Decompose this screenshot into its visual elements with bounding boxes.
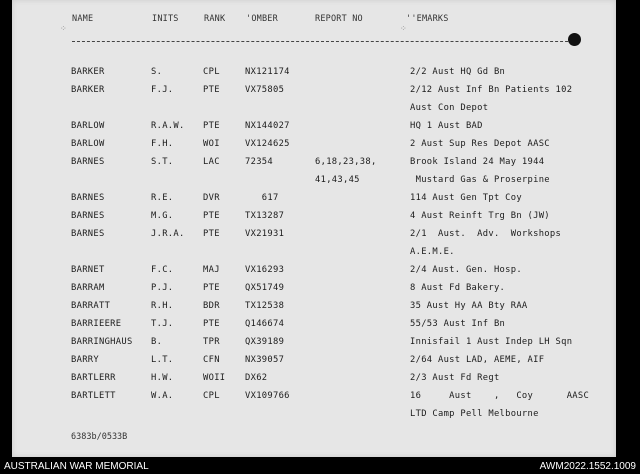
- row-rank: PTE: [203, 85, 220, 95]
- row-remarks: 2/12 Aust Inf Bn Patients 102: [410, 85, 573, 95]
- row-inits: H.W.: [151, 373, 174, 383]
- row-name: BARKER: [71, 85, 105, 95]
- row-remarks: Innisfail 1 Aust Indep LH Sqn: [410, 337, 573, 347]
- row-number: VX124625: [245, 139, 290, 149]
- row-inits: W.A.: [151, 391, 174, 401]
- document-page: [12, 0, 616, 457]
- row-number: VX16293: [245, 265, 285, 275]
- row-remarks: Brook Island 24 May 1944: [410, 157, 545, 167]
- row-remarks: HQ 1 Aust BAD: [410, 121, 483, 131]
- row-name: BARNES: [71, 229, 105, 239]
- row-remarks: 114 Aust Gen Tpt Coy: [410, 193, 522, 203]
- row-number: TX12538: [245, 301, 285, 311]
- header-report: REPORT NO: [315, 14, 363, 24]
- row-report: 41,43,45: [315, 175, 360, 185]
- row-report: 6,18,23,38,: [315, 157, 377, 167]
- row-name: BARTLERR: [71, 373, 116, 383]
- row-inits: M.G.: [151, 211, 174, 221]
- row-inits: F.H.: [151, 139, 174, 149]
- row-number: NX144027: [245, 121, 290, 131]
- row-remarks: 2/2 Aust HQ Gd Bn: [410, 67, 506, 77]
- row-remarks: 8 Aust Fd Bakery.: [410, 283, 506, 293]
- row-rank: CPL: [203, 391, 220, 401]
- row-number: VX21931: [245, 229, 285, 239]
- row-name: BARNES: [71, 157, 105, 167]
- row-remarks: 2/3 Aust Fd Regt: [410, 373, 500, 383]
- punch-hole-dot: [568, 33, 581, 46]
- row-rank: WOI: [203, 139, 220, 149]
- row-inits: T.J.: [151, 319, 174, 329]
- punch-hole-mark-left: ⁘: [60, 24, 67, 33]
- row-rank: LAC: [203, 157, 220, 167]
- row-inits: R.H.: [151, 301, 174, 311]
- row-number: QX39189: [245, 337, 285, 347]
- row-number: DX62: [245, 373, 268, 383]
- row-rank: BDR: [203, 301, 220, 311]
- row-rank: CPL: [203, 67, 220, 77]
- row-remarks: 2 Aust Sup Res Depot AASC: [410, 139, 550, 149]
- row-remarks: 4 Aust Reinft Trg Bn (JW): [410, 211, 550, 221]
- row-inits: S.T.: [151, 157, 174, 167]
- row-name: BARNES: [71, 193, 105, 203]
- row-remarks: LTD Camp Pell Melbourne: [410, 409, 539, 419]
- row-inits: F.J.: [151, 85, 174, 95]
- row-number: NX121174: [245, 67, 290, 77]
- row-inits: R.E.: [151, 193, 174, 203]
- row-rank: PTE: [203, 319, 220, 329]
- archive-accession: AWM2022.1552.1009: [539, 461, 636, 472]
- row-number: 72354: [245, 157, 273, 167]
- row-rank: TPR: [203, 337, 220, 347]
- row-number: NX39057: [245, 355, 285, 365]
- row-inits: L.T.: [151, 355, 174, 365]
- row-remarks: Mustard Gas & Proserpine: [410, 175, 550, 185]
- row-inits: R.A.W.: [151, 121, 185, 131]
- header-divider: [72, 41, 578, 42]
- row-rank: PTE: [203, 211, 220, 221]
- row-rank: CFN: [203, 355, 220, 365]
- row-inits: B.: [151, 337, 163, 347]
- row-name: BARLOW: [71, 121, 105, 131]
- row-name: BARTLETT: [71, 391, 116, 401]
- row-remarks: Aust Con Depot: [410, 103, 489, 113]
- punch-hole-mark-right: ⁘: [400, 24, 407, 33]
- row-name: BARKER: [71, 67, 105, 77]
- row-name: BARNET: [71, 265, 105, 275]
- row-name: BARRATT: [71, 301, 111, 311]
- row-remarks: 2/1 Aust. Adv. Workshops: [410, 229, 562, 239]
- row-inits: J.R.A.: [151, 229, 185, 239]
- row-inits: P.J.: [151, 283, 174, 293]
- row-remarks: A.E.M.E.: [410, 247, 455, 257]
- row-remarks: 55/53 Aust Inf Bn: [410, 319, 506, 329]
- row-remarks: 2/4 Aust. Gen. Hosp.: [410, 265, 522, 275]
- row-inits: F.C.: [151, 265, 174, 275]
- row-remarks: 35 Aust Hy AA Bty RAA: [410, 301, 528, 311]
- row-remarks: 2/64 Aust LAD, AEME, AIF: [410, 355, 545, 365]
- header-inits: INITS: [152, 14, 179, 24]
- document-reference: 6383b/0533B: [71, 432, 128, 442]
- row-name: BARRAM: [71, 283, 105, 293]
- row-rank: PTE: [203, 229, 220, 239]
- row-rank: PTE: [203, 283, 220, 293]
- row-rank: WOII: [203, 373, 226, 383]
- row-name: BARRINGHAUS: [71, 337, 133, 347]
- header-rank: RANK: [204, 14, 226, 24]
- header-number: 'OMBER: [246, 14, 278, 24]
- row-number: Q146674: [245, 319, 285, 329]
- archive-credit: AUSTRALIAN WAR MEMORIAL: [4, 461, 149, 472]
- row-number: QX51749: [245, 283, 285, 293]
- row-remarks: 16 Aust , Coy AASC: [410, 391, 590, 401]
- row-number: 617: [245, 193, 279, 203]
- row-number: VX75805: [245, 85, 285, 95]
- row-inits: S.: [151, 67, 163, 77]
- row-name: BARRY: [71, 355, 99, 365]
- row-name: BARRIEERE: [71, 319, 122, 329]
- row-rank: PTE: [203, 121, 220, 131]
- row-name: BARLOW: [71, 139, 105, 149]
- header-name: NAME: [72, 14, 94, 24]
- row-number: TX13287: [245, 211, 285, 221]
- row-rank: MAJ: [203, 265, 220, 275]
- row-name: BARNES: [71, 211, 105, 221]
- row-rank: DVR: [203, 193, 220, 203]
- row-number: VX109766: [245, 391, 290, 401]
- header-remarks: ''EMARKS: [406, 14, 449, 24]
